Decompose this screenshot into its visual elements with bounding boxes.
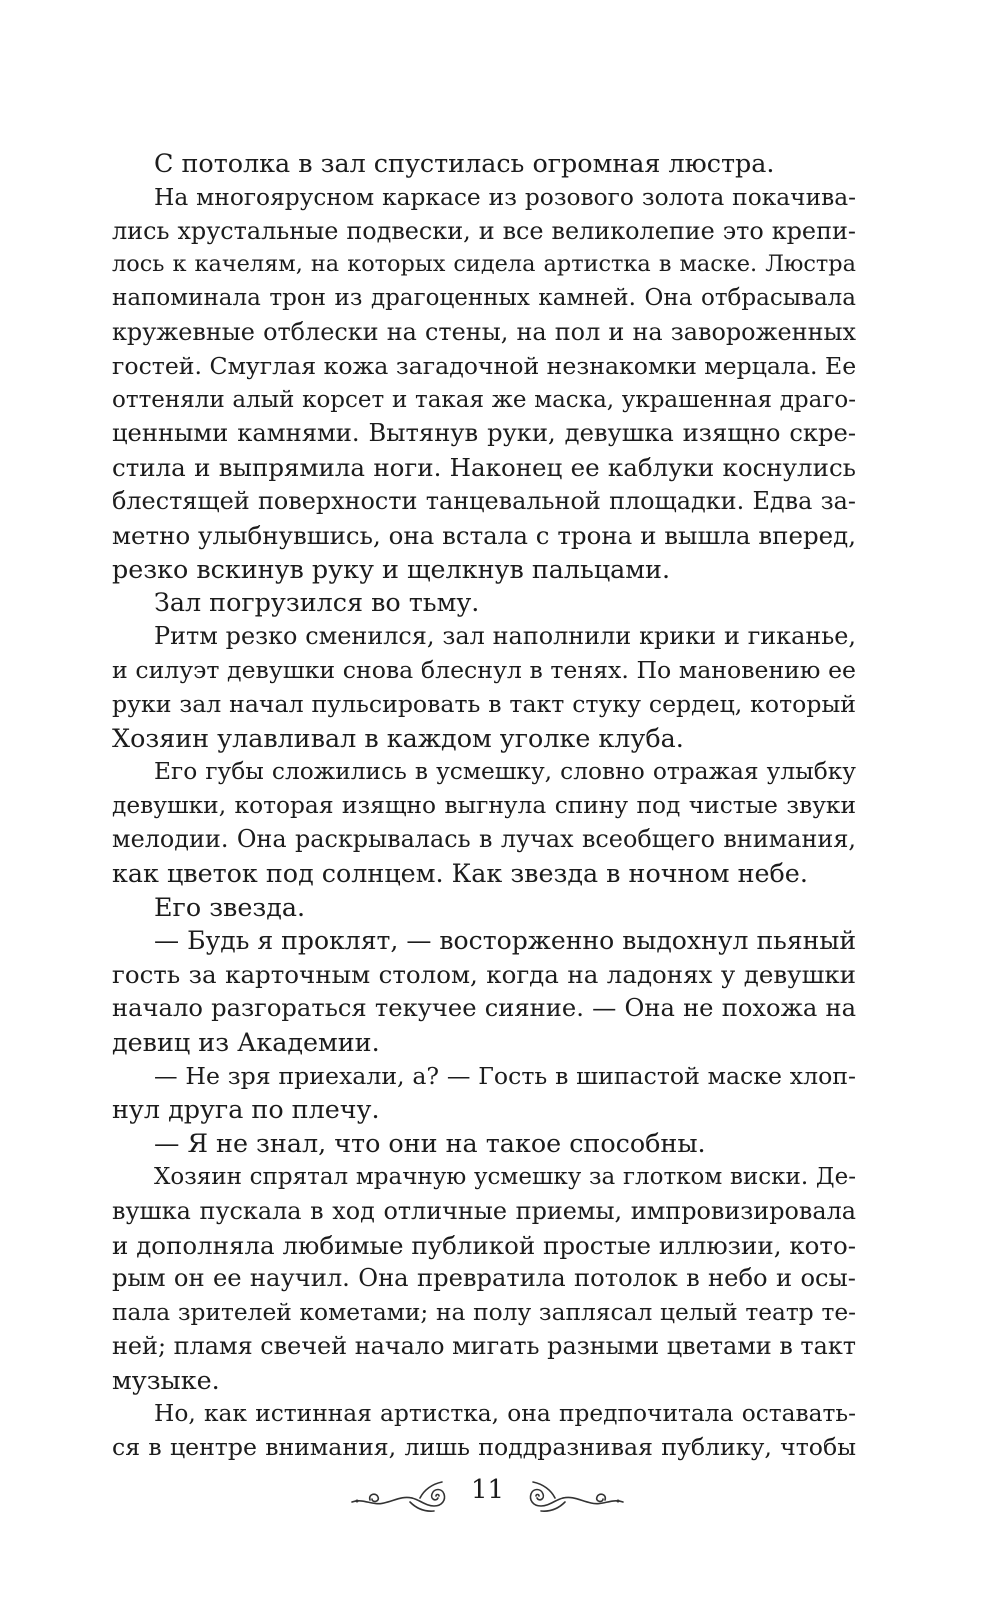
page-body-text [112, 147, 856, 1465]
text-line: начало разгораться текучее сияние. — Она не похожа на [112, 993, 856, 1022]
text-line: метно улыбнувшись, она встала с трона и вышла вперед, [112, 520, 856, 550]
text-line: лись хрустальные подвески, и все великолепие это крепи- [112, 216, 856, 245]
text-line: ней; пламя свечей начало мигать разными цветами в такт [112, 1331, 856, 1360]
text-line: мелодии. Она раскрывалась в лучах всеобщего внимания, [112, 824, 856, 853]
text-line: девиц из Академии. [112, 1026, 380, 1057]
text-line: Хозяин улавливал в каждом уголке клуба. [112, 722, 684, 753]
page-number: 11 [470, 1475, 505, 1505]
flourish-right-icon [525, 1476, 625, 1516]
text-line: музыке. [112, 1364, 220, 1395]
text-line: руки зал начал пульсировать в такт стуку сердец, который [112, 689, 856, 718]
text-line: Его губы сложились в усмешку, словно отражая улыбку [154, 758, 856, 786]
text-line: оттеняли алый корсет и такая же маска, украшенная драго- [112, 386, 856, 413]
text-line: ся в центре внимания, лишь поддразнивая публику, чтобы [112, 1433, 856, 1462]
text-line: и силуэт девушки снова блеснул в тенях. По мановению ее [112, 655, 856, 684]
text-line: резко вскинув руку и щелкнув пальцами. [112, 553, 671, 584]
text-line: Но, как истинная артистка, она предпочитала оставать- [154, 1400, 856, 1428]
text-line: Его звезда. [154, 891, 306, 922]
text-line: напоминала трон из драгоценных камней. Она отбрасывала [112, 285, 856, 312]
text-line: Хозяин спрятал мрачную усмешку за глотком виски. Де- [154, 1163, 856, 1190]
text-line: — Будь я проклят, — восторженно выдохнул пьяный [154, 926, 857, 956]
text-line: вушка пускала в ход отличные приемы, импровизировала [112, 1196, 856, 1225]
text-line: Зал погрузился во тьму. [154, 587, 480, 618]
text-line: кружевные отблески на стены, на пол и на завороженных [112, 317, 856, 346]
flourish-left-icon [350, 1476, 450, 1516]
text-line: лось к качелям, на которых сидела артистка в маске. Люстра [112, 251, 856, 278]
text-line: Ритм резко сменился, зал наполнили крики и гиканье, [154, 622, 856, 651]
text-line: — Я не знал, что они на такое способны. [154, 1128, 706, 1159]
text-line: блестящей поверхности танцевальной площадки. Едва за- [112, 486, 856, 515]
text-line: гость за карточным столом, когда на ладонях у девушки [112, 960, 856, 990]
text-line: стила и выпрямила ноги. Наконец ее каблуки коснулись [112, 453, 856, 483]
text-line: девушки, которая изящно выгнула спину под чистые звуки [112, 792, 856, 820]
text-line: — Не зря приехали, а? — Гость в шипастой маске хлоп- [154, 1061, 856, 1090]
text-line: рым он ее научил. Она превратила потолок в небо и осы- [112, 1264, 856, 1293]
text-line: гостей. Смуглая кожа загадочной незнакомки мерцала. Ее [112, 351, 857, 380]
page-footer [0, 1470, 1000, 1530]
text-line: ценными камнями. Вытянув руки, девушка изящно скре- [112, 419, 856, 448]
text-line: как цветок под солнцем. Как звезда в ночном небе. [112, 857, 808, 888]
text-line: нул друга по плечу. [112, 1094, 380, 1125]
text-line: и дополняла любимые публикой простые иллюзии, кото- [112, 1230, 856, 1260]
text-line: С потолка в зал спустилась огромная люстра. [154, 148, 775, 178]
text-line: На многоярусном каркасе из розового золота покачива- [154, 183, 856, 211]
text-line: пала зрителей кометами; на полу заплясал целый театр те- [112, 1299, 856, 1327]
